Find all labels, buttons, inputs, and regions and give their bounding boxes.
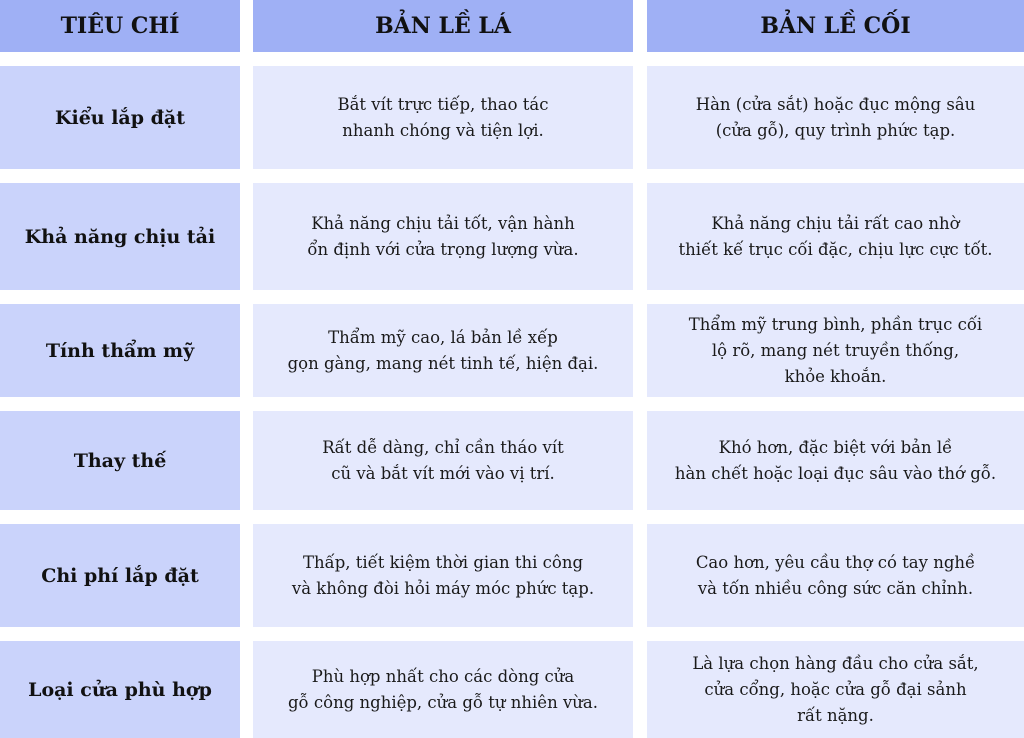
row-leaf-value: [253, 411, 633, 510]
row-barrel-text: Cao hơn, yêu cầu thợ có tay nghề và tốn nhiều công sức căn chỉnh.: [695, 552, 976, 598]
row-barrel-value: [647, 304, 1024, 397]
row-barrel-value: [647, 183, 1024, 290]
header-barrel-hinge: BẢN LỀ CỐI: [647, 0, 1024, 52]
row-leaf-value: [253, 183, 633, 290]
header-criteria: TIÊU CHÍ: [0, 0, 240, 52]
row-barrel-value: [647, 411, 1024, 510]
row-criterion: Loại cửa phù hợp: [0, 641, 240, 738]
row-barrel-text: Hàn (cửa sắt) hoặc đục mộng sâu (cửa gỗ), quy trình phức tạp.: [695, 94, 976, 140]
row-barrel-value: [647, 524, 1024, 627]
header-leaf-hinge: BẢN LỀ LÁ: [253, 0, 633, 52]
row-barrel-text: Khả năng chịu tải rất cao nhờ thiết kế trục cối đặc, chịu lực cực tốt.: [678, 213, 993, 259]
row-leaf-value: [253, 304, 633, 397]
row-leaf-value: [253, 524, 633, 627]
row-leaf-text: Thẩm mỹ cao, lá bản lề xếp gọn gàng, mang nét tinh tế, hiện đại.: [287, 327, 599, 373]
row-criterion: Thay thế: [0, 411, 240, 510]
row-leaf-value: [253, 641, 633, 738]
row-leaf-text: Khả năng chịu tải tốt, vận hành ổn định với cửa trọng lượng vừa.: [307, 213, 579, 259]
row-leaf-text: Thấp, tiết kiệm thời gian thi công và không đòi hỏi máy móc phức tạp.: [291, 552, 595, 598]
row-leaf-value: [253, 66, 633, 169]
row-leaf-text: Bắt vít trực tiếp, thao tác nhanh chóng và tiện lợi.: [337, 94, 549, 140]
row-barrel-value: [647, 66, 1024, 169]
row-barrel-text: Là lựa chọn hàng đầu cho cửa sắt, cửa cổng, hoặc cửa gỗ đại sảnh rất nặng.: [692, 653, 979, 725]
row-barrel-text: Thẩm mỹ trung bình, phần trục cối lộ rõ, mang nét truyền thống, khỏe khoắn.: [688, 314, 983, 386]
row-leaf-text: Phù hợp nhất cho các dòng cửa gỗ công nghiệp, cửa gỗ tự nhiên vừa.: [288, 666, 598, 712]
row-criterion: Tính thẩm mỹ: [0, 304, 240, 397]
row-leaf-text: Rất dễ dàng, chỉ cần tháo vít cũ và bắt vít mới vào vị trí.: [322, 437, 564, 483]
row-barrel-value: [647, 641, 1024, 738]
row-criterion: Kiểu lắp đặt: [0, 66, 240, 169]
row-barrel-text: Khó hơn, đặc biệt với bản lề hàn chết hoặc loại đục sâu vào thớ gỗ.: [674, 437, 997, 483]
row-criterion: Chi phí lắp đặt: [0, 524, 240, 627]
row-criterion: Khả năng chịu tải: [0, 183, 240, 290]
